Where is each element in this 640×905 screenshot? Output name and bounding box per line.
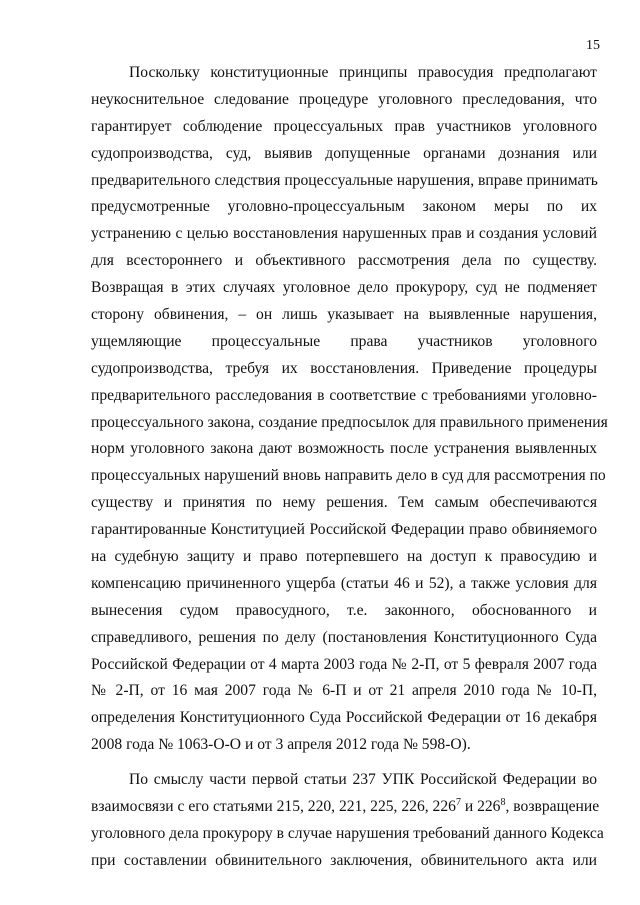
text-line: предварительного расследования в соответствие с требованиями уголовно- [91,386,597,404]
text-line: гарантирует соблюдение процессуальных прав участников уголовного [91,117,597,135]
text-line: судопроизводства, требуя их восстановления. Приведение процедуры [91,359,597,377]
text-line: Российской Федерации от 4 марта 2003 года № 2-П, от 5 февраля 2007 года [91,655,597,673]
text-fragment: взаимосвязи с его статьями 215, 220, 221, 225, 226, 226 [91,798,456,816]
text-line: на судебную защиту и право потерпевшего на доступ к правосудию и [91,548,597,566]
text-line: процессуального закона, создание предпосылок для правильного применения [91,413,608,431]
text-line: существу и принятия по нему решения. Тем самым обеспечиваются [91,494,597,512]
text-line: 2008 года № 1063-О-О и от 3 апреля 2012 года № 598-О). [91,736,471,754]
text-line: для всестороннего и объективного рассмотрения дела по существу. [91,252,597,270]
text-line: вынесения судом правосудного, т.е. законного, обоснованного и [91,601,597,619]
superscript: 8 [500,797,506,809]
text-line: По смыслу части первой статьи 237 УПК Российской Федерации во [129,771,597,789]
paragraph-1 [91,60,608,759]
document-body [91,60,608,875]
text-line: определения Конституционного Суда Российской Федерации от 16 декабря [91,709,597,727]
text-line: компенсацию причиненного ущерба (статьи 46 и 52), а также условия для [91,574,597,592]
text-fragment: и 226 [460,798,501,816]
text-line: ущемляющие процессуальные права участников уголовного [91,332,597,350]
text-line: неукоснительное следование процедуре уголовного преследования, что [91,90,597,108]
text-line: судопроизводства, суд, выявив допущенные органами дознания или [91,144,597,162]
paragraph-spacer [91,759,597,767]
page-number: 15 [586,38,600,53]
text-line: при составлении обвинительного заключения, обвинительного акта или [91,851,597,869]
superscript: 7 [455,797,461,809]
text-line: норм уголовного закона дают возможность после устранения выявленных [91,440,597,458]
text-line-with-superscripts [91,794,600,821]
text-line: гарантированные Конституцией Российской Федерации право обвиняемого [91,521,597,539]
text-fragment: , возвращение [505,798,600,816]
text-line: процессуальных нарушений вновь направить дело в суд для рассмотрения по [91,467,606,485]
text-line: Поскольку конституционные принципы правосудия предполагают [129,64,597,81]
text-line: уголовного дела прокурору в случае нарушения требований данного Кодекса [91,824,604,842]
paragraph-2 [91,767,604,875]
text-line: Возвращая в этих случаях уголовное дело прокурору, суд не подменяет [91,279,597,297]
text-line: предварительного следствия процессуальные нарушения, вправе принимать [91,171,598,189]
text-line: предусмотренные уголовно-процессуальным законом меры по их [91,198,597,216]
text-line: № 2-П, от 16 мая 2007 года № 6-П и от 21 апреля 2010 года № 10-П, [91,682,597,700]
text-line: справедливого, решения по делу (постановления Конституционного Суда [91,628,597,646]
text-line: устранению с целью восстановления нарушенных прав и создания условий [91,225,597,243]
text-line: сторону обвинения, – он лишь указывает на выявленные нарушения, [91,306,597,324]
